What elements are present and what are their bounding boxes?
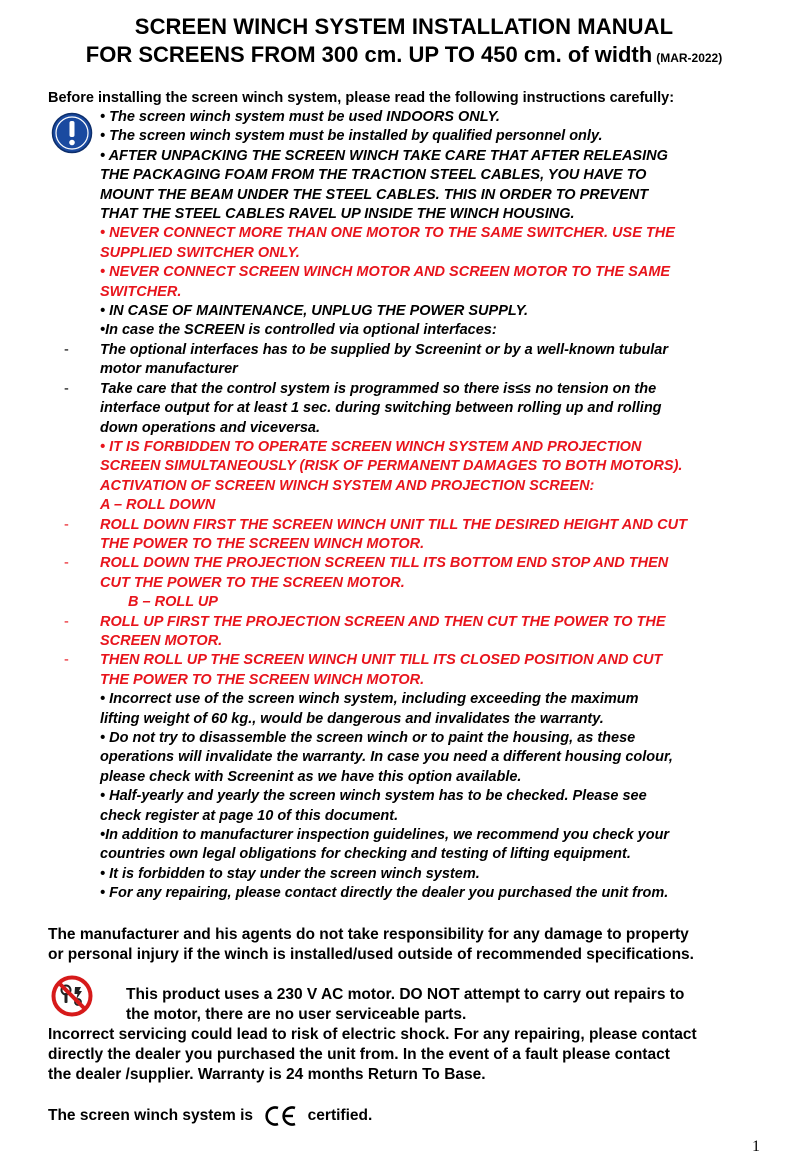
instruction-text: SCREEN MOTOR.	[100, 632, 223, 649]
instruction-line	[48, 884, 764, 903]
instruction-text: • AFTER UNPACKING THE SCREEN WINCH TAKE CARE THAT AFTER RELEASING	[100, 147, 668, 164]
instruction-text: • The screen winch system must be used INDOORS ONLY.	[100, 109, 500, 125]
dash-marker: -	[64, 516, 69, 533]
instruction-line	[48, 419, 764, 438]
instruction-line	[48, 865, 764, 884]
instruction-text: motor manufacturer	[100, 361, 238, 378]
instruction-line	[48, 127, 764, 146]
instruction-text: • Incorrect use of the screen winch system, including exceeding the maximum	[100, 691, 639, 708]
instruction-text: THAT THE STEEL CABLES RAVEL UP INSIDE THE WINCH HOUSING.	[100, 206, 575, 223]
certification-suffix: certified.	[307, 1107, 373, 1125]
instruction-line	[48, 632, 764, 651]
instruction-line	[48, 263, 764, 282]
instruction-line	[48, 787, 764, 806]
instruction-line	[48, 845, 764, 864]
instruction-text: • NEVER CONNECT MORE THAN ONE MOTOR TO THE SAME SWITCHER. USE THE	[100, 225, 675, 242]
instruction-text: • IT IS FORBIDDEN TO OPERATE SCREEN WINCH SYSTEM AND PROJECTION	[100, 438, 642, 455]
instruction-line	[48, 554, 764, 573]
shock-line: the dealer /supplier. Warranty is 24 months Return To Base.	[48, 1066, 486, 1083]
instruction-line	[48, 807, 764, 826]
instruction-line	[48, 729, 764, 748]
shock-line: This product uses a 230 V AC motor. DO NOT attempt to carry out repairs to	[126, 986, 685, 1003]
instruction-line	[48, 651, 764, 670]
instruction-text: THEN ROLL UP THE SCREEN WINCH UNIT TILL ITS CLOSED POSITION AND CUT	[100, 652, 663, 669]
instruction-line	[48, 671, 764, 690]
instruction-text: •In addition to manufacturer inspection guidelines, we recommend you check your	[100, 827, 670, 844]
instructions-list	[48, 108, 764, 904]
responsibility-line: or personal injury if the winch is installed/used outside of recommended specifications.	[48, 946, 694, 963]
instruction-text: SCREEN SIMULTANEOUSLY (RISK OF PERMANENT DAMAGES TO BOTH MOTORS).	[100, 458, 683, 475]
instruction-line	[48, 613, 764, 632]
instruction-line	[48, 224, 764, 243]
instruction-text: lifting weight of 60 kg., would be dangerous and invalidates the warranty.	[100, 710, 604, 727]
instruction-line	[48, 244, 764, 263]
instruction-line	[48, 593, 764, 612]
instruction-text: THE PACKAGING FOAM FROM THE TRACTION STEEL CABLES, YOU HAVE TO	[100, 167, 647, 184]
instruction-text: operations will invalidate the warranty. In case you need a different housing colour,	[100, 749, 673, 766]
certification-line	[48, 1105, 372, 1127]
instruction-text: MOUNT THE BEAM UNDER THE STEEL CABLES. THIS IN ORDER TO PREVENT	[100, 186, 649, 203]
instruction-line	[48, 283, 764, 302]
instruction-text: countries own legal obligations for checking and testing of lifting equipment.	[100, 846, 631, 863]
instruction-line	[48, 690, 764, 709]
instruction-line	[48, 166, 764, 185]
instruction-text: down operations and viceversa.	[100, 419, 320, 436]
instruction-line	[48, 477, 764, 496]
dash-marker: -	[64, 613, 69, 630]
page-subtitle	[0, 42, 808, 68]
shock-notice	[48, 985, 764, 1085]
instruction-text: • Half-yearly and yearly the screen winch system has to be checked. Please see	[100, 788, 647, 805]
ce-mark-icon	[263, 1105, 299, 1127]
instruction-text: B – ROLL UP	[128, 594, 218, 611]
instruction-text: check register at page 10 of this document.	[100, 807, 399, 824]
instruction-line	[48, 457, 764, 476]
responsibility-line: The manufacturer and his agents do not take responsibility for any damage to property	[48, 926, 689, 943]
instruction-text: please check with Screenint as we have this option available.	[100, 768, 522, 785]
instruction-line	[48, 768, 764, 787]
instruction-line	[48, 205, 764, 224]
instruction-text: ACTIVATION OF SCREEN WINCH SYSTEM AND PROJECTION SCREEN:	[100, 477, 595, 494]
instruction-line	[48, 302, 764, 321]
instruction-text: • IN CASE OF MAINTENANCE, UNPLUG THE POWER SUPPLY.	[100, 303, 529, 320]
instruction-text: ROLL DOWN THE PROJECTION SCREEN TILL ITS BOTTOM END STOP AND THEN	[100, 555, 669, 572]
instruction-line	[48, 360, 764, 379]
instruction-text: THE POWER TO THE SCREEN WINCH MOTOR.	[100, 535, 425, 552]
instruction-line	[48, 826, 764, 845]
instruction-text: A – ROLL DOWN	[100, 497, 216, 514]
instruction-text: • NEVER CONNECT SCREEN WINCH MOTOR AND SCREEN MOTOR TO THE SAME	[100, 264, 671, 281]
instruction-line	[48, 108, 764, 127]
dash-marker: -	[64, 555, 69, 572]
instruction-line	[48, 710, 764, 729]
instruction-text: • For any repairing, please contact directly the dealer you purchased the unit from.	[100, 885, 669, 902]
certification-prefix: The screen winch system is	[48, 1107, 254, 1125]
instruction-line	[48, 341, 764, 360]
dash-marker: -	[64, 341, 69, 358]
instruction-text: ROLL UP FIRST THE PROJECTION SCREEN AND THEN CUT THE POWER TO THE	[100, 613, 666, 630]
instruction-text: • It is forbidden to stay under the screen winch system.	[100, 865, 480, 882]
page-number: 1	[752, 1138, 760, 1155]
instruction-line	[48, 574, 764, 593]
intro-text: Before installing the screen winch system, please read the following instructions carefully:	[48, 90, 675, 106]
instruction-text: •In case the SCREEN is controlled via optional interfaces:	[100, 322, 497, 339]
instruction-line	[48, 496, 764, 515]
dash-marker: -	[64, 652, 69, 669]
instruction-line	[48, 380, 764, 399]
instruction-text: CUT THE POWER TO THE SCREEN MOTOR.	[100, 574, 405, 591]
instruction-text: SWITCHER.	[100, 283, 182, 300]
responsibility-notice	[48, 925, 764, 965]
shock-line: directly the dealer you purchased the unit from. In the event of a fault please contact	[48, 1046, 670, 1063]
instruction-text: THE POWER TO THE SCREEN WINCH MOTOR.	[100, 671, 425, 688]
instruction-text: • The screen winch system must be installed by qualified personnel only.	[100, 128, 603, 145]
instruction-line	[48, 535, 764, 554]
instruction-text: SUPPLIED SWITCHER ONLY.	[100, 244, 300, 261]
subtitle-text: FOR SCREENS FROM 300 cm. UP TO 450 cm. of width	[85, 42, 653, 67]
instruction-text: • Do not try to disassemble the screen winch or to paint the housing, as these	[100, 730, 636, 746]
instruction-line	[48, 147, 764, 166]
dash-marker: -	[64, 380, 69, 397]
page-title: SCREEN WINCH SYSTEM INSTALLATION MANUAL	[134, 14, 674, 39]
instruction-line	[48, 186, 764, 205]
instruction-line	[48, 321, 764, 340]
instruction-text: The optional interfaces has to be supplied by Screenint or by a well-known tubular	[100, 341, 669, 358]
instruction-line	[48, 438, 764, 457]
instruction-line	[48, 399, 764, 418]
instruction-text: ROLL DOWN FIRST THE SCREEN WINCH UNIT TILL THE DESIRED HEIGHT AND CUT	[100, 516, 687, 533]
instruction-text: interface output for at least 1 sec. during switching between rolling up and rolling	[100, 400, 662, 417]
shock-line: the motor, there are no user serviceable parts.	[126, 1006, 467, 1023]
revision-date: (MAR-2022)	[656, 51, 723, 65]
instruction-line	[48, 748, 764, 767]
shock-line: Incorrect servicing could lead to risk of electric shock. For any repairing, please contact	[48, 1026, 697, 1043]
instruction-line	[48, 516, 764, 535]
instruction-text: Take care that the control system is programmed so there is≤s no tension on the	[100, 380, 657, 397]
